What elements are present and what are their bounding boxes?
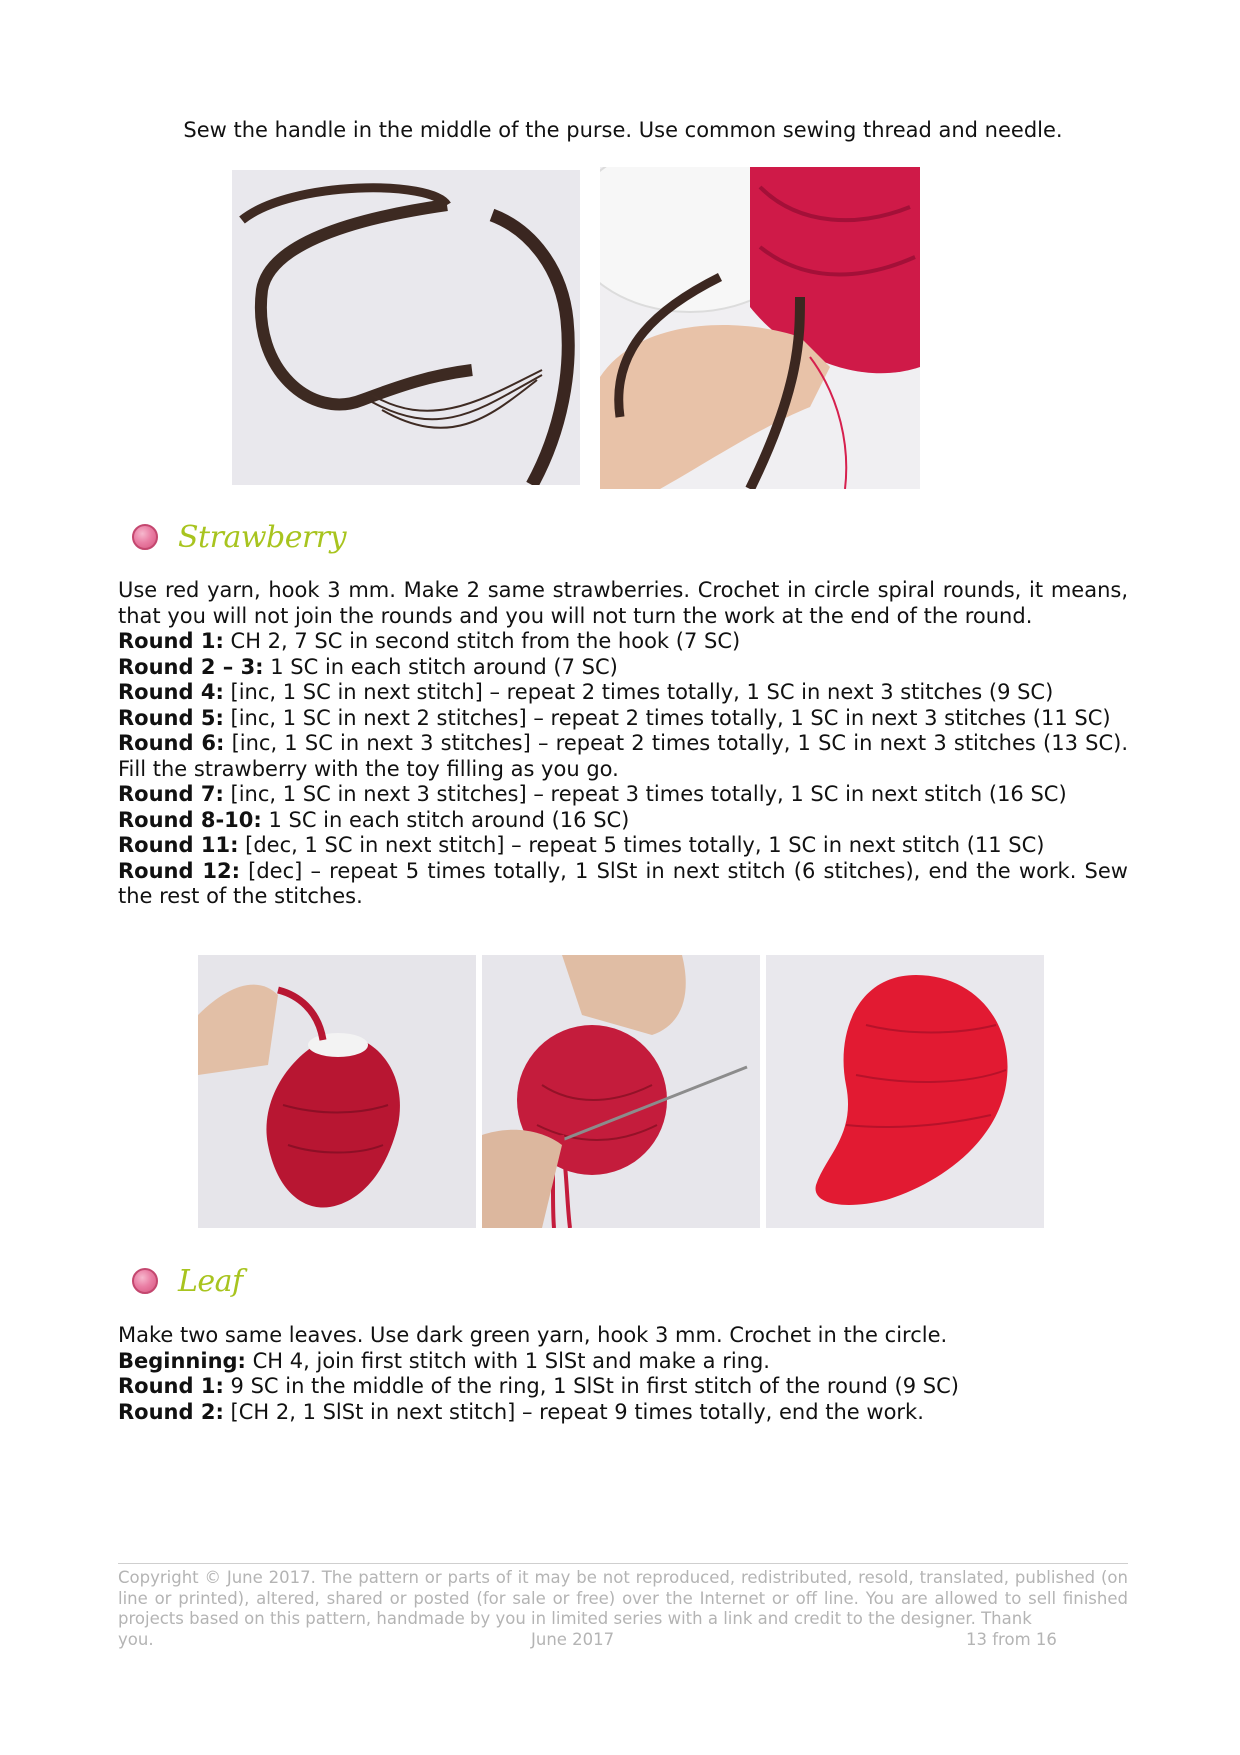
round-text: 9 SC in the middle of the ring, 1 SlSt in first stitch of the round (9 SC): [223, 1374, 959, 1398]
photo-handle-cord: [232, 170, 580, 485]
round-text: [inc, 1 SC in next 3 stitches] – repeat 2 times totally, 1 SC in next 3 stitches (13 SC). Fill the strawberry with the toy filling as you go.: [118, 731, 1128, 781]
copyright-notice: Copyright © June 2017. The pattern or parts of it may be not reproduced, redistributed, resold, translated, published (on line or printed), altered, shared or posted (for sale or free) over the Internet or off line. You are allowed to sell finished projects based on this pattern, handmade by you in limited series with a link and credit to the designer. Thank: [118, 1568, 1128, 1628]
page-number: 13 from 16: [966, 1629, 1057, 1649]
footer-date: June 2017: [531, 1629, 615, 1649]
round-label: Round 5:: [118, 705, 224, 730]
round-label: Round 6:: [118, 731, 225, 755]
round-text: [dec] – repeat 5 times totally, 1 SlSt in next stitch (6 stitches), end the work. Sew the rest of the stitches.: [118, 858, 1128, 908]
round-text: [CH 2, 1 SlSt in next stitch] – repeat 9 times totally, end the work.: [223, 1399, 924, 1424]
round-text: [dec, 1 SC in next stitch] – repeat 5 times totally, 1 SC in next stitch (11 SC): [238, 833, 1045, 857]
pink-bullet-icon: [132, 524, 158, 550]
round-label: Round 12:: [118, 858, 240, 883]
round-label: Round 8-10:: [118, 807, 262, 832]
round-text: [inc, 1 SC in next stitch] – repeat 2 times totally, 1 SC in next 3 stitches (9 SC): [223, 680, 1054, 704]
photo-strawberry-stuffed: [198, 955, 476, 1228]
round-text: [inc, 1 SC in next 2 stitches] – repeat 2 times totally, 1 SC in next 3 stitches (11 SC): [223, 705, 1111, 730]
round-text: CH 2, 7 SC in second stitch from the hook (7 SC): [223, 629, 741, 653]
round-text: [inc, 1 SC in next 3 stitches] – repeat 3 times totally, 1 SC in next stitch (16 SC): [223, 782, 1067, 806]
photo-sewing-handle: [600, 167, 920, 489]
leaf-instructions: [118, 1323, 1128, 1425]
round-text: 1 SC in each stitch around (16 SC): [261, 807, 630, 832]
round-label: Round 11:: [118, 833, 239, 857]
round-label: Round 1:: [118, 1374, 224, 1398]
footer-bottom-line: [118, 1630, 1128, 1651]
leaf-heading-text: Leaf: [178, 1263, 243, 1299]
round-label: Round 2 – 3:: [118, 654, 264, 679]
pink-bullet-icon: [132, 1268, 158, 1294]
strawberry-instructions: [118, 578, 1128, 910]
intro-text: Sew the handle in the middle of the purse. Use common sewing thread and needle.: [183, 118, 1063, 142]
round-label: Round 2:: [118, 1399, 224, 1424]
round-label: Round 1:: [118, 629, 224, 653]
leaf-intro: Make two same leaves. Use dark green yarn, hook 3 mm. Crochet in the circle.: [118, 1323, 948, 1347]
round-label: Beginning:: [118, 1348, 246, 1373]
strawberry-heading-text: Strawberry: [178, 519, 347, 555]
leaf-heading: [132, 1261, 243, 1301]
photo-strawberry-sewing: [482, 955, 760, 1228]
round-label: Round 4:: [118, 680, 224, 704]
strawberry-intro: Use red yarn, hook 3 mm. Make 2 same strawberries. Crochet in circle spiral rounds, it means, that you will not join the rounds and you will not turn the work at the end of the round.: [118, 578, 1128, 628]
page-footer: [118, 1563, 1128, 1650]
round-text: CH 4, join first stitch with 1 SlSt and make a ring.: [245, 1348, 770, 1373]
copyright-end: you.: [118, 1629, 154, 1649]
photo-strawberry-finished: [766, 955, 1044, 1228]
round-label: Round 7:: [118, 782, 224, 806]
round-text: 1 SC in each stitch around (7 SC): [263, 654, 618, 679]
strawberry-heading: [132, 517, 346, 557]
